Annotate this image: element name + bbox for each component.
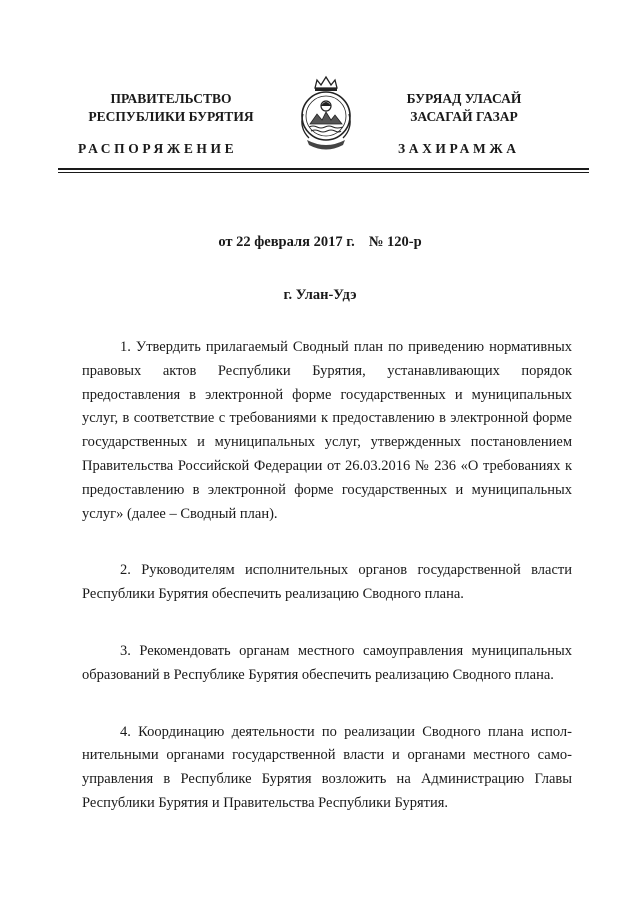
document-date: от 22 февраля 2017 г. (218, 234, 355, 250)
paragraph-3: 3. Рекомендовать органам местного самоуправления муниципальных образований в Республике Бурятия обеспечить реализацию Сводного плана. (82, 642, 572, 683)
header-left-line2: РЕСПУБЛИКИ БУРЯТИЯ (88, 109, 254, 124)
header-left-line1: ПРАВИТЕЛЬСТВО (110, 91, 232, 106)
document-number: № 120-р (368, 234, 422, 250)
header-right-block (380, 90, 548, 126)
paragraph-4: 4. Координацию деятельности по реализации Сводного плана исполнительными органами государственной власти и органами местного самоуправления в Республике Бурятия возложить на Администрацию Главы Республики Бурятия и Правительства Республики Бурятия. (82, 723, 572, 811)
header-right-line2: ЗАСАГАЙ ГАЗАР (410, 109, 518, 124)
document-body (82, 336, 572, 816)
header-right-line1: БУРЯАД УЛАСАЙ (406, 91, 522, 106)
doc-type-russian: РАСПОРЯЖЕНИЕ (78, 141, 238, 156)
paragraph-2: 2. Руководителям исполнительных органов государственной власти Республики Бурятия обеспечить реализацию Сводного плана. (82, 562, 572, 603)
document-city: г. Улан-Удэ (283, 287, 357, 303)
republic-of-buryatia-coat-of-arms-icon (297, 74, 355, 152)
header-divider-thin (58, 172, 589, 173)
header-divider-thick (58, 168, 589, 170)
date-number-line (0, 234, 640, 251)
doc-type-buryat: ЗАХИРАМЖА (398, 141, 520, 156)
paragraph-1: 1. Утвердить прилагаемый Сводный план по приведению нормативных правовых актов Республики Бурятия, устанавливающих порядок предоставления в электронной форме государственных и муниципальных услуг, в соответствие с требованиями к предоставлению в электронной форме государственных и муниципальных услуг, утвержденных постановлением Правительства Российской Федерации от 26.03.2016 № 236 «О требованиях к предоставлению в электронной форме государственных и муниципальных услуг» (далее – Сводный план). (82, 339, 572, 522)
header-left-block (60, 90, 282, 126)
